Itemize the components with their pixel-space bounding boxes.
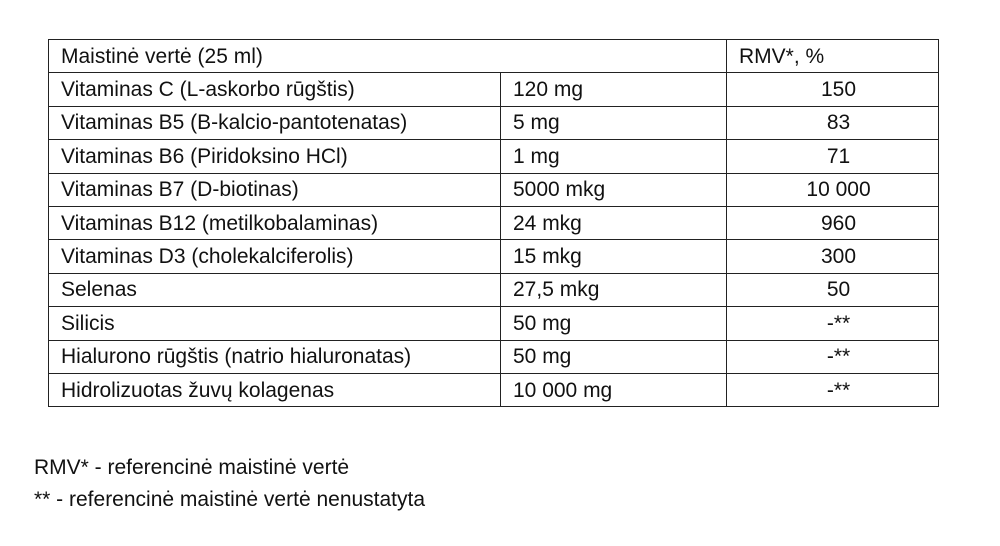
nutrient-rmv: -** (727, 373, 939, 406)
nutrient-rmv: 960 (727, 206, 939, 239)
footnotes (34, 452, 425, 516)
nutrient-name: Hialurono rūgštis (natrio hialuronatas) (49, 340, 501, 373)
nutrient-amount: 5000 mkg (501, 173, 727, 206)
table-row (49, 273, 939, 306)
nutrient-rmv: 71 (727, 140, 939, 173)
nutrient-rmv: 83 (727, 106, 939, 139)
nutrient-amount: 15 mkg (501, 240, 727, 273)
nutrient-rmv: 150 (727, 73, 939, 106)
nutrient-name: Vitaminas C (L-askorbo rūgštis) (49, 73, 501, 106)
header-label: Maistinė vertė (25 ml) (49, 40, 727, 73)
footnote-not-set: ** - referencinė maistinė vertė nenustatyta (34, 488, 426, 511)
header-rmv: RMV*, % (727, 40, 939, 73)
nutrient-name: Hidrolizuotas žuvų kolagenas (49, 373, 501, 406)
table-header-row (49, 40, 939, 73)
nutrient-amount: 24 mkg (501, 206, 727, 239)
nutrient-amount: 50 mg (501, 340, 727, 373)
nutrient-amount: 50 mg (501, 307, 727, 340)
nutrient-amount: 27,5 mkg (501, 273, 727, 306)
nutrient-amount: 10 000 mg (501, 373, 727, 406)
nutrient-name: Vitaminas B5 (B-kalcio-pantotenatas) (49, 106, 501, 139)
table-row (49, 173, 939, 206)
nutrient-rmv: 50 (727, 273, 939, 306)
table-row (49, 340, 939, 373)
footnote-rmv: RMV* - referencinė maistinė vertė (34, 456, 350, 479)
table-row (49, 106, 939, 139)
nutrient-name: Vitaminas B7 (D-biotinas) (49, 173, 501, 206)
nutrient-rmv: -** (727, 307, 939, 340)
nutrient-name: Vitaminas B12 (metilkobalaminas) (49, 206, 501, 239)
nutrition-table (48, 39, 939, 407)
nutrient-rmv: -** (727, 340, 939, 373)
table-row (49, 307, 939, 340)
nutrient-amount: 1 mg (501, 140, 727, 173)
table-row (49, 206, 939, 239)
table-row (49, 373, 939, 406)
nutrient-amount: 5 mg (501, 106, 727, 139)
nutrient-name: Vitaminas D3 (cholekalciferolis) (49, 240, 501, 273)
nutrient-name: Selenas (49, 273, 501, 306)
nutrient-name: Silicis (49, 307, 501, 340)
nutrient-rmv: 10 000 (727, 173, 939, 206)
table-row (49, 140, 939, 173)
nutrient-name: Vitaminas B6 (Piridoksino HCl) (49, 140, 501, 173)
nutrient-rmv: 300 (727, 240, 939, 273)
nutrient-amount: 120 mg (501, 73, 727, 106)
table-row (49, 240, 939, 273)
table-row (49, 73, 939, 106)
nutrition-table-body (49, 40, 939, 407)
